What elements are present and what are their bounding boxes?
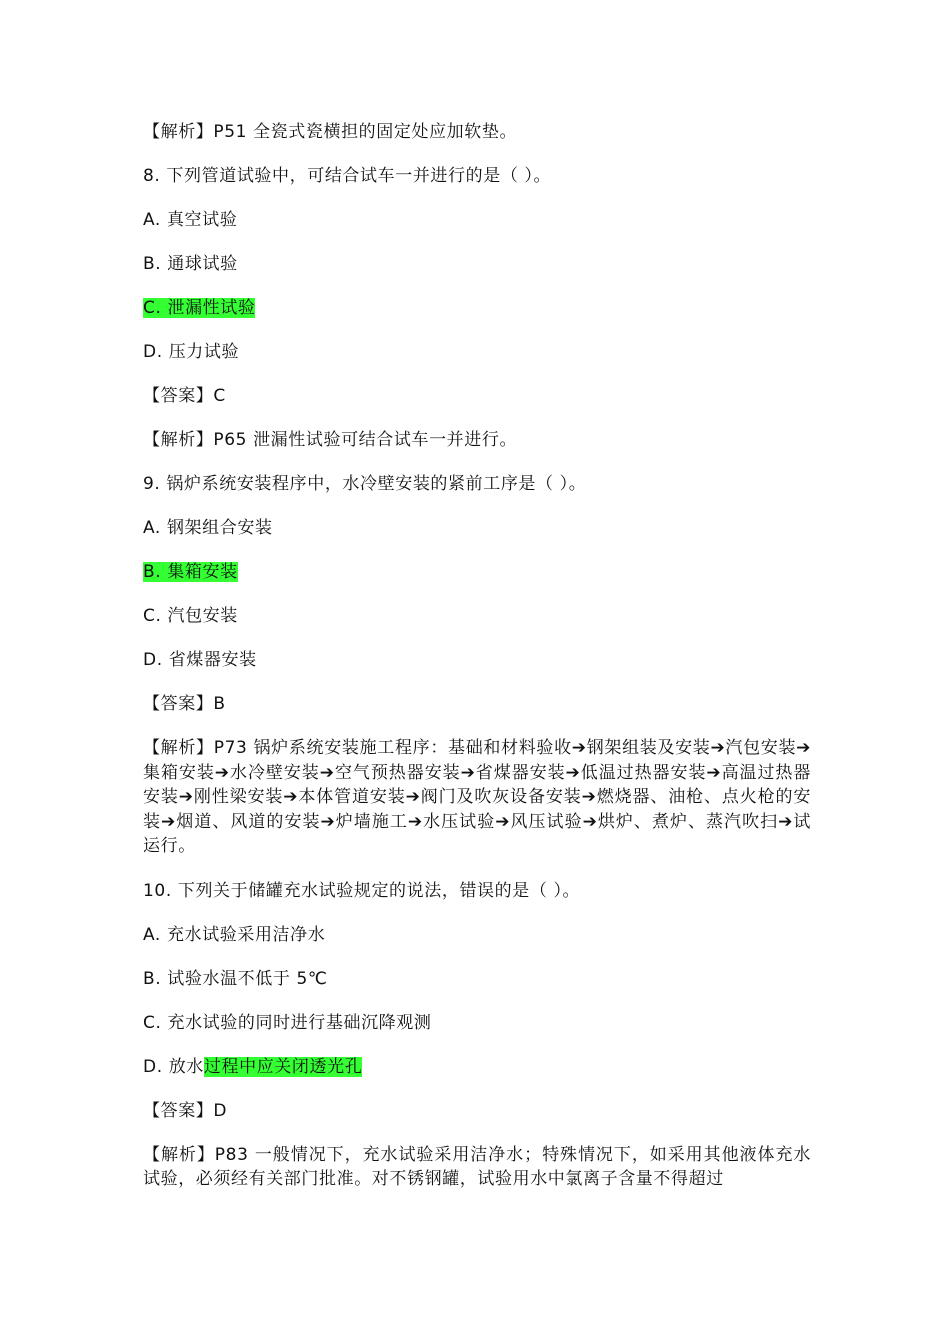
q10-analysis: 【解析】P83 一般情况下，充水试验采用洁净水；特殊情况下，如采用其他液体充水试验，必须经有关部门批准。对不锈钢罐，试验用水中氯离子含量不得超过 <box>143 1144 811 1189</box>
q8-option-a: A. 真空试验 <box>143 210 238 230</box>
q9-option-a: A. 钢架组合安装 <box>143 518 273 538</box>
q9-question: 9. 锅炉系统安装程序中，水冷壁安装的紧前工序是（ ）。 <box>143 474 587 494</box>
q10-option-a: A. 充水试验采用洁净水 <box>143 924 326 945</box>
document-page <box>143 120 811 1212</box>
q8-analysis: 【解析】P65 泄漏性试验可结合试车一并进行。 <box>143 430 518 450</box>
q10-option-d-prefix: D. 放水 <box>143 1056 204 1077</box>
q8-answer: 【答案】C <box>143 386 226 406</box>
q8-option-c-row <box>143 296 811 320</box>
q9-option-d: D. 省煤器安装 <box>143 650 257 670</box>
q9-option-b-row <box>143 560 811 584</box>
q9-analysis: 【解析】P73 锅炉系统安装施工程序：基础和材料验收➔钢架组装及安装➔汽包安装➔集箱安装➔水冷壁安装➔空气预热器安装➔省煤器安装➔低温过热器安装➔高温过热器安装➔刚性梁安装➔本体管道安装➔阀门及吹灰设备安装➔燃烧器、油枪、点火枪的安装➔烟道、风道的安装➔炉墙施工➔水压试验➔风压试验➔烘炉、煮炉、蒸汽吹扫➔试运行。 <box>143 738 811 856</box>
q10-question: 10. 下列关于储罐充水试验规定的说法，错误的是（ ）。 <box>143 880 581 901</box>
q10-option-d-highlighted: 过程中应关闭透光孔 <box>203 1056 363 1077</box>
q10-option-c: C. 充水试验的同时进行基础沉降观测 <box>143 1012 432 1033</box>
q8-question: 8. 下列管道试验中，可结合试车一并进行的是（ ）。 <box>143 166 552 186</box>
q10-option-d <box>143 1055 811 1079</box>
q9-option-c: C. 汽包安装 <box>143 606 238 626</box>
q10-option-b: B. 试验水温不低于 5℃ <box>143 968 328 989</box>
q7-analysis: 【解析】P51 全瓷式瓷横担的固定处应加软垫。 <box>143 122 518 142</box>
q9-option-b-highlighted: B. 集箱安装 <box>143 562 238 582</box>
q10-answer: 【答案】D <box>143 1100 228 1121</box>
q8-option-c-highlighted: C. 泄漏性试验 <box>143 298 256 318</box>
q8-option-b: B. 通球试验 <box>143 254 238 274</box>
q8-option-d: D. 压力试验 <box>143 342 240 362</box>
q9-answer: 【答案】B <box>143 694 226 714</box>
